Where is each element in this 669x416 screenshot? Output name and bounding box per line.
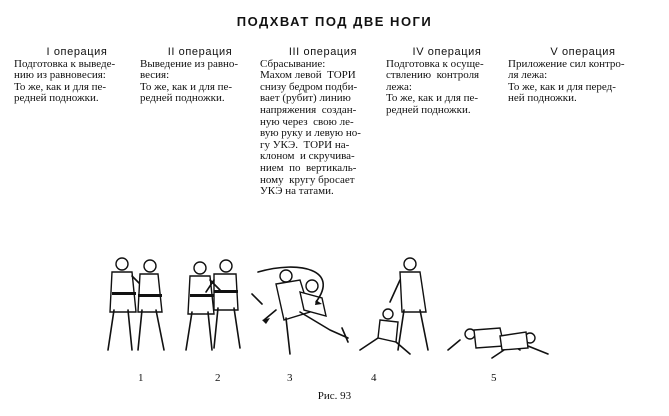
figure-5-drawing — [448, 328, 548, 358]
operation-column-2 — [140, 47, 260, 105]
operation-heading: II операция — [167, 46, 233, 58]
operation-column-1 — [14, 47, 140, 105]
figure-number: 5 — [491, 372, 497, 384]
figure-1-drawing — [108, 258, 164, 350]
figure-number: 3 — [287, 372, 293, 384]
figure-3-drawing — [252, 267, 348, 354]
figure-2-drawing — [186, 260, 240, 350]
figure-number: 2 — [215, 372, 221, 384]
operation-column-5 — [508, 47, 658, 105]
operation-text: Приложение сил контро- ля лежа: То же, как и для перед- ней подножки. — [508, 57, 625, 105]
page-title: ПОДХВАТ ПОД ДВЕ НОГИ — [236, 14, 433, 29]
operation-text: Подготовка к осуще- ствлению контроля лежа: То же, как и для пе- редней подножки. — [386, 57, 484, 116]
operation-heading: V операция — [550, 46, 616, 58]
operation-column-3 — [260, 47, 386, 198]
operation-text: Выведение из равно- весия: То же, как и для пе- редней подножки. — [140, 57, 239, 105]
operation-heading: III операция — [288, 46, 358, 58]
technique-illustration — [0, 250, 669, 370]
operation-column-4 — [386, 47, 508, 117]
operation-text: Сбрасывание: Махом левой ТОРИ снизу бедром подби- вает (рубит) линию напряжения создан- ную через свою ле- вую руку и левую но- гу УКЭ. ТОРИ на- клоном и скручива- нием по вертикаль- ному кругу бросает УКЭ на татами. — [260, 57, 361, 198]
figure-number: 4 — [371, 372, 377, 384]
operation-text: Подготовка к выведе- нию из равновесия: То же, как и для пе- редней подножки. — [14, 57, 116, 105]
figure-4-drawing — [360, 258, 428, 354]
operation-heading: IV операция — [412, 46, 482, 58]
figure-caption: Рис. 93 — [317, 390, 352, 402]
operation-heading: I операция — [46, 46, 108, 58]
figure-number: 1 — [138, 372, 144, 384]
